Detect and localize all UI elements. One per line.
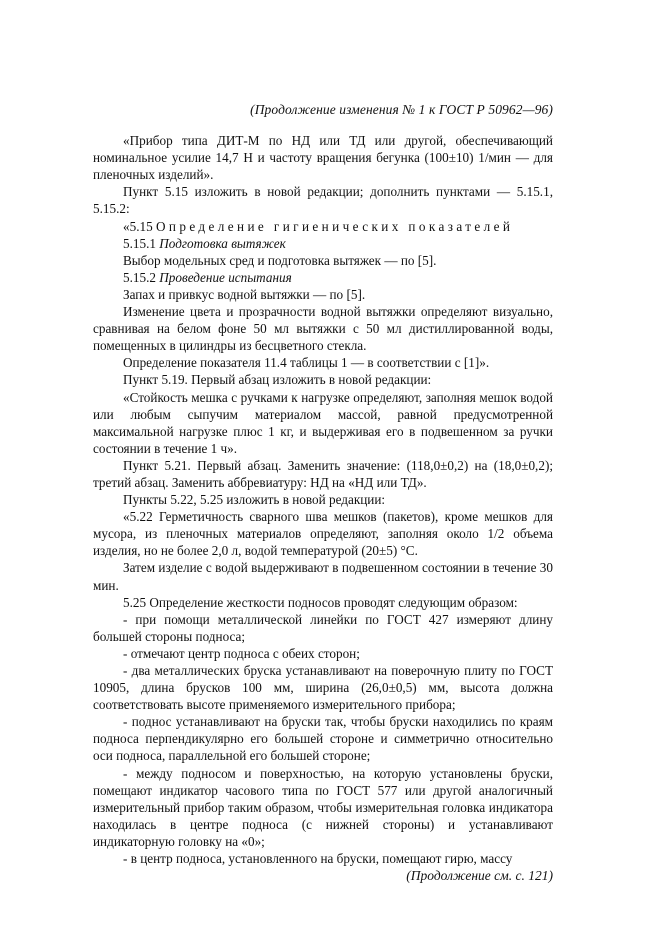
paragraph: Пункт 5.21. Первый абзац. Заменить значение: (118,0±0,2) на (18,0±0,2); третий абзац. Заменить аббревиатуру: НД на «НД или ТД». — [93, 457, 553, 490]
paragraph: «Стойкость мешка с ручками к нагрузке определяют, заполняя мешок водой или любым сыпучим материалом массой, равной предусмотренной максимальной нагрузке плюс 1 кг, и выдерживая его в подвешенном за ручки состоянии в течение 1 ч». — [93, 389, 553, 456]
list-item: - поднос устанавливают на бруски так, чтобы бруски находились по краям подноса перпендикулярно его большей стороне и симметрично относительно оси подноса, параллельной его большей стороне; — [93, 714, 553, 764]
subsection-heading-5-15-1 — [93, 235, 553, 252]
list-item: - при помощи металлической линейки по ГОСТ 427 измеряют длину большей стороны подноса; — [93, 611, 553, 644]
paragraph: Затем изделие с водой выдерживают в подвешенном состоянии в течение 30 мин. — [93, 560, 553, 593]
section-number: «5.15 — [123, 218, 153, 234]
paragraph: «Прибор типа ДИТ-М по НД или ТД или другой, обеспечивающий номинальное усилие 14,7 Н и частоту вращения бегунка (100±10) 1/мин — для пленочных изделий». — [93, 133, 553, 183]
section-heading-5-15 — [93, 218, 553, 235]
list-item: - в центр подноса, установленного на бруски, помещают гирю, массу — [123, 851, 513, 867]
subsection-number: 5.15.2 — [123, 269, 156, 285]
list-item: - между подносом и поверхностью, на которую установлены бруски, помещают индикатор часового типа по ГОСТ 577 или другой аналогичный измерительный прибор таким образом, чтобы измерительная головка индикатора находилась в центре подноса (с нижней стороны) и устанавливают индикаторную головку на «0»; — [93, 765, 553, 849]
subsection-number: 5.15.1 — [123, 235, 156, 251]
paragraph: Пункт 5.19. Первый абзац изложить в новой редакции: — [123, 372, 432, 388]
page-header: (Продолжение изменения № 1 к ГОСТ Р 50962—96) — [250, 102, 553, 117]
page-footer: (Продолжение см. с. 121) — [406, 868, 553, 884]
paragraph: «5.22 Герметичность сварного шва мешков (пакетов), кроме мешков для мусора, из пленочных материалов определяют, заполняя около 1/2 объема изделия, но не более 2,0 л, водой температурой (20±5) °С. — [93, 509, 553, 559]
paragraph: Определение показателя 11.4 таблицы 1 — в соответствии с [1]». — [123, 355, 490, 371]
list-item: - отмечают центр подноса с обеих сторон; — [123, 645, 360, 661]
paragraph: Пункт 5.15 изложить в новой редакции; дополнить пунктами — 5.15.1, 5.15.2: — [93, 184, 553, 217]
subsection-heading-5-15-2 — [93, 269, 553, 286]
document-page — [93, 101, 553, 884]
list-item: - два металлических бруска устанавливают на поверочную плиту по ГОСТ 10905, длина брусков 100 мм, ширина (26,0±0,5) мм, высота должна соответствовать высоте применяемого измерительного прибора; — [93, 663, 553, 713]
paragraph: 5.25 Определение жесткости подносов проводят следующим образом: — [123, 594, 518, 610]
paragraph: Запах и привкус водной вытяжки — по [5]. — [123, 286, 366, 302]
subsection-title: Подготовка вытяжек — [159, 235, 286, 251]
subsection-title: Проведение испытания — [159, 269, 292, 285]
paragraph: Выбор модельных сред и подготовка вытяжек — по [5]. — [123, 252, 437, 268]
paragraph: Пункты 5.22, 5.25 изложить в новой редакции: — [123, 492, 386, 508]
paragraph: Изменение цвета и прозрачности водной вытяжки определяют визуально, сравнивая на белом фоне 50 мл вытяжки с 50 мл дистиллированной воды, помещенных в цилиндры из бесцветного стекла. — [93, 304, 553, 354]
section-title: Определение гигиенических показателей — [155, 218, 514, 234]
